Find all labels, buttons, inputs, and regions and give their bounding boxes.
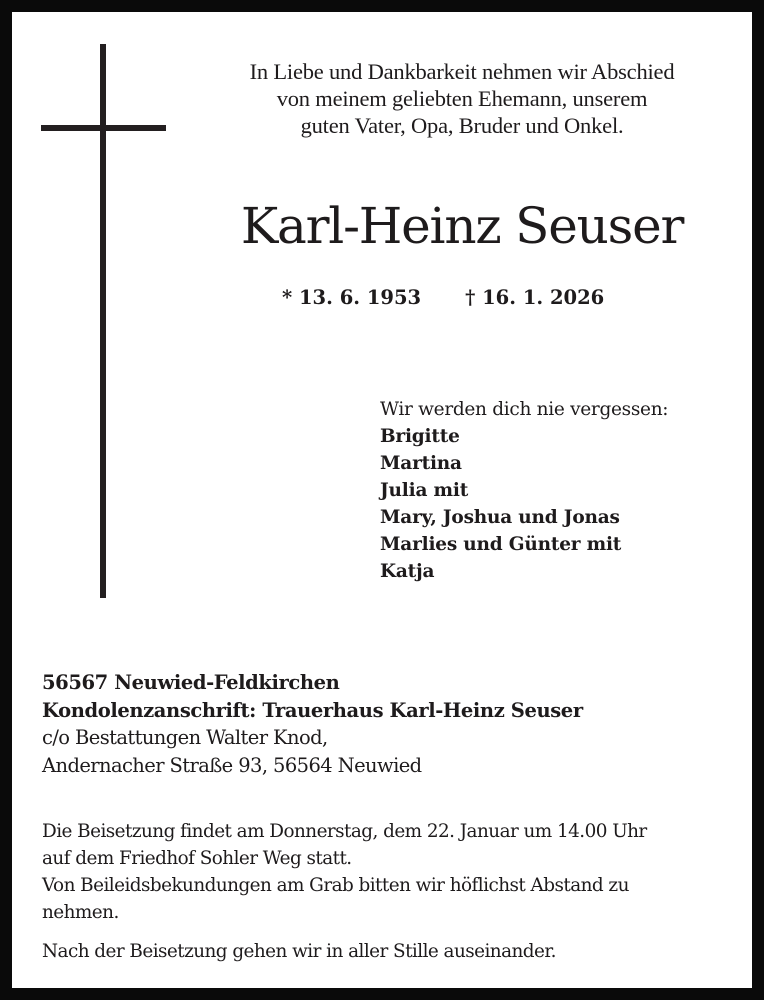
family-members bbox=[380, 423, 668, 585]
cross-horizontal-bar bbox=[41, 125, 166, 131]
family-member: Marlies und Günter mit bbox=[380, 534, 622, 555]
family-member: Brigitte bbox=[380, 426, 460, 447]
care-of: c/o Bestattungen Walter Knod, bbox=[42, 726, 328, 749]
life-dates bbox=[282, 285, 604, 311]
address-city: 56567 Neuwied-Feldkirchen bbox=[42, 671, 340, 694]
deceased-name: Karl-Heinz Seuser bbox=[240, 197, 684, 255]
obituary-notice bbox=[12, 12, 752, 988]
street-address: Andernacher Straße 93, 56564 Neuwied bbox=[42, 753, 422, 777]
funeral-line: Von Beileidsbekundungen am Grab bitten wir höflichst Abstand zu bbox=[42, 875, 629, 896]
condolence-address: Kondolenzanschrift: Trauerhaus Karl-Heinz Seuser bbox=[42, 698, 583, 722]
death-date: † 16. 1. 2026 bbox=[465, 286, 605, 309]
family-member: Katja bbox=[380, 561, 435, 582]
funeral-info bbox=[42, 818, 742, 965]
funeral-line: auf dem Friedhof Sohler Weg statt. bbox=[42, 848, 352, 869]
family-member: Julia mit bbox=[380, 480, 469, 501]
address-block bbox=[42, 669, 583, 779]
family-member: Mary, Joshua und Jonas bbox=[380, 507, 620, 528]
funeral-line: Die Beisetzung findet am Donnerstag, dem 22. Januar um 14.00 Uhr bbox=[42, 821, 647, 842]
funeral-line: nehmen. bbox=[42, 902, 119, 923]
family-member: Martina bbox=[380, 453, 462, 474]
family-section bbox=[380, 396, 668, 585]
intro-line: guten Vater, Opa, Bruder und Onkel. bbox=[300, 113, 624, 138]
family-lead: Wir werden dich nie vergessen: bbox=[380, 399, 669, 420]
intro-line: In Liebe und Dankbarkeit nehmen wir Abschied bbox=[249, 59, 675, 84]
intro-line: von meinem geliebten Ehemann, unserem bbox=[276, 86, 648, 111]
birth-date: * 13. 6. 1953 bbox=[282, 286, 422, 309]
intro-text bbox=[192, 58, 732, 139]
closing-line: Nach der Beisetzung gehen wir in aller Stille auseinander. bbox=[42, 941, 556, 962]
